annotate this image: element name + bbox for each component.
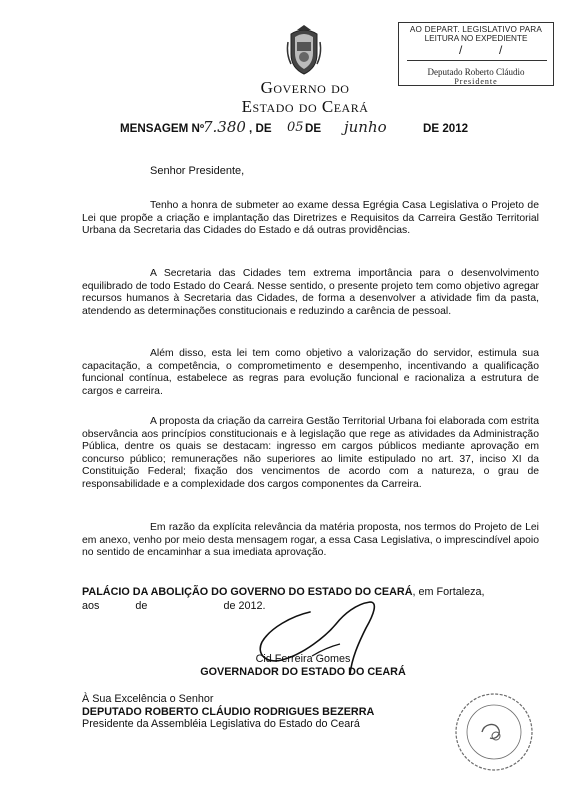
stamp-date-sep-1: / <box>459 43 463 57</box>
message-month: junho <box>344 118 387 136</box>
addressee-line-3: Presidente da Assembléia Legislativa do Estado do Ceará <box>82 718 360 731</box>
paragraph-2 <box>82 268 539 318</box>
governor-title: GOVERNADOR DO ESTADO DO CEARÁ <box>200 666 406 678</box>
stamp-date-sep-2: / <box>499 43 503 57</box>
stamp-line-1: AO DEPART. LEGISLATIVO PARA <box>409 25 543 34</box>
message-year: DE 2012 <box>423 122 469 135</box>
paragraph-3-text: Além disso, esta lei tem como objetivo a valorização do servidor, estimula sua capacitação, a competência, o comprometimento e desempenho, incentivando a qualificação funcional contínua, estabelece as regras para evolução funcional e racionaliza a estrutura de cargos e carreira. <box>82 348 539 397</box>
message-de-1: , DE <box>249 122 272 135</box>
message-number: 7.380 <box>203 118 246 136</box>
protocol-seal-icon <box>452 690 536 774</box>
stamp-date-line <box>407 43 547 61</box>
message-prefix: MENSAGEM Nº <box>120 122 205 135</box>
closing-year: de 2012. <box>223 600 266 612</box>
paragraph-4-text: A proposta da criação da carreira Gestão Territorial Urbana foi elaborada com estrita observância aos princípios constitucionais e à legislação que rege as atividades da Administração Pública, dentre os quais se destacam: ingresso em cargos públicos mediante aprovação em concurso público; remunerações não superiores ao limite estipulado no art. 37, inciso XI da Constituição Federal; fixação dos vencimentos de acordo com a natureza, o grau de responsabilidade e a complexidade dos cargos componentes da Carreira. <box>82 416 539 490</box>
message-heading <box>120 119 500 141</box>
government-title <box>200 78 410 116</box>
paragraph-4 <box>82 416 539 491</box>
closing-aos: aos <box>82 600 100 612</box>
addressee-line-1: À Sua Excelência o Senhor <box>82 693 214 705</box>
message-day: 05 <box>287 120 304 135</box>
paragraph-5-text: Em razão da explícita relevância da matéria proposta, nos termos do Projeto de Lei em anexo, venho por meio desta mensagem rogar, a essa Casa Legislativa, o imprescindível apoio no sentido de encaminhar a sua imediata aprovação. <box>82 522 539 558</box>
closing-palace: PALÁCIO DA ABOLIÇÃO DO GOVERNO DO ESTADO DO CEARÁ <box>82 586 413 598</box>
stamp-signer: Deputado Roberto Cláudio <box>427 67 525 77</box>
paragraph-3 <box>82 348 539 398</box>
state-crest-icon <box>285 24 323 76</box>
paragraph-1-text: Tenho a honra de submeter ao exame dessa Egrégia Casa Legislativa o Projeto de Lei que propõe a criação e implantação das Diretrizes e Requisitos da Carreira Gestão Territorial Urbana da Secretaria das Cidades do Estado e dá outras providências. <box>82 200 539 236</box>
message-de-2: DE <box>305 122 322 135</box>
paragraph-2-text: A Secretaria das Cidades tem extrema importância para o desenvolvimento equilibrado de todo Estado do Ceará. Nesse sentido, o presente projeto tem como objetivo agregar recursos humanos à Secretaria das Cidades, de forma a desenvolver a atividade fim da pasta, atendendo as determinações constitucionais e reduzindo a carência de pessoal. <box>82 268 539 317</box>
addressee-block <box>82 693 374 731</box>
salutation: Senhor Presidente, <box>150 165 245 177</box>
closing-place: , em Fortaleza, <box>412 586 485 598</box>
closing-de: de <box>135 600 148 612</box>
stamp-line-2: LEITURA NO EXPEDIENTE <box>424 34 528 43</box>
government-title-line-1: Governo do <box>260 78 350 97</box>
paragraph-5 <box>82 522 539 560</box>
government-title-line-2: Estado do Ceará <box>241 97 369 116</box>
governor-name: Cid Ferreira Gomes <box>255 653 351 665</box>
paragraph-1 <box>82 200 539 238</box>
stamp-role: Presidente <box>454 77 498 86</box>
legislative-stamp <box>398 22 554 86</box>
addressee-line-2: DEPUTADO ROBERTO CLÁUDIO RODRIGUES BEZERRA <box>82 705 375 718</box>
